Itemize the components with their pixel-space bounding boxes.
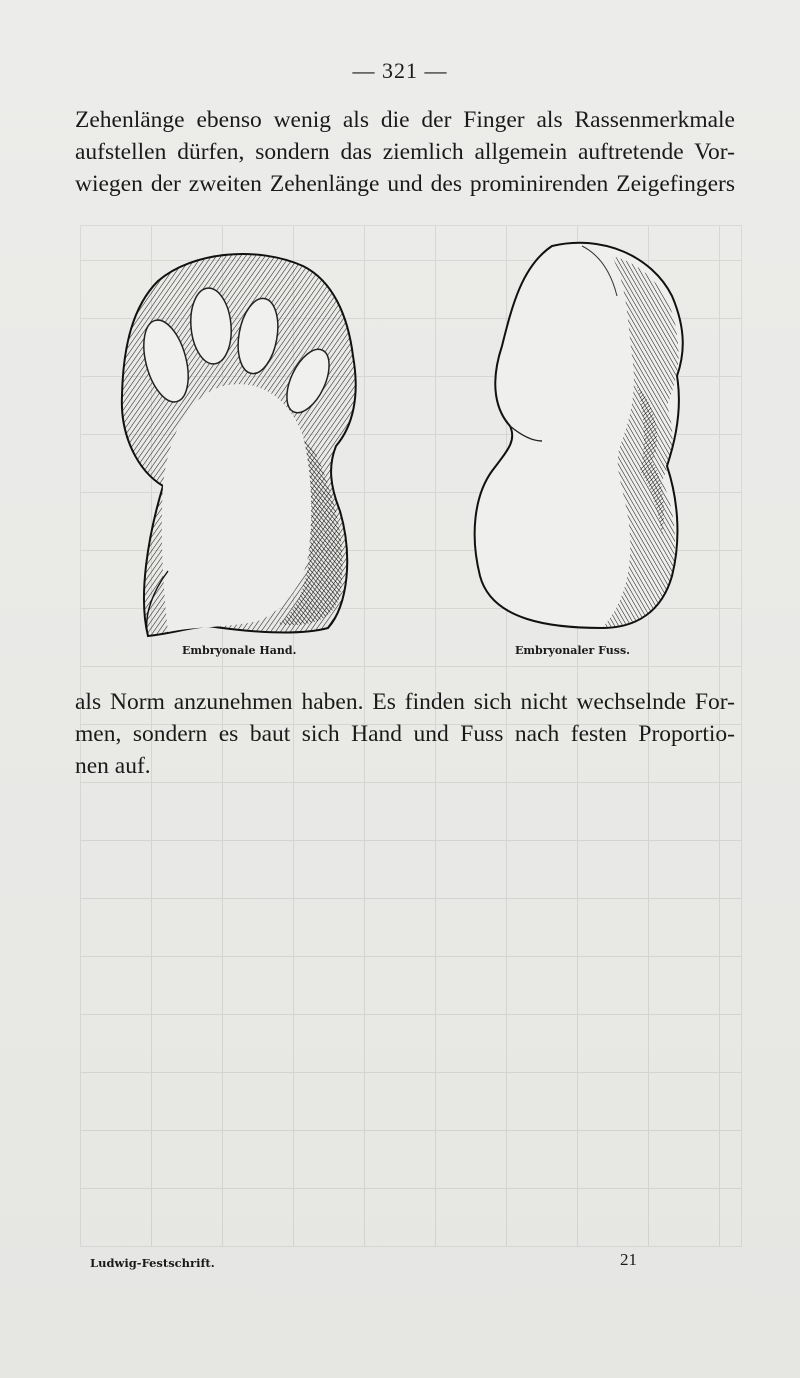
paragraph-2 xyxy=(75,686,735,782)
foot-caption: Embryonaler Fuss. xyxy=(515,644,630,657)
paragraph-2-line: nen auf. xyxy=(75,753,151,779)
paragraph-2-line: men, sondern es baut sich Hand und Fuss nach festen Proportio- xyxy=(75,721,735,747)
paragraph-1-line: Zehenlänge ebenso wenig als die der Finger als Rassenmerkmale xyxy=(75,107,735,133)
page-number: — 321 — xyxy=(352,58,448,83)
paragraph-1-line: wiegen der zweiten Zehenlänge und des prominirenden Zeigefingers xyxy=(75,171,735,197)
embryonic-foot-illustration xyxy=(462,236,722,656)
paragraph-2-line: als Norm anzunehmen haben. Es finden sich nicht wechselnde For- xyxy=(75,689,735,715)
paragraph-1 xyxy=(75,104,735,200)
hand-caption: Embryonale Hand. xyxy=(182,644,297,657)
embryonic-hand-illustration xyxy=(108,236,368,656)
paragraph-1-line: aufstellen dürfen, sondern das ziemlich allgemein auftretende Vor- xyxy=(75,139,735,165)
footer-signature-number: 21 xyxy=(620,1250,637,1269)
footer-publication: Ludwig-Festschrift. xyxy=(90,1256,215,1270)
